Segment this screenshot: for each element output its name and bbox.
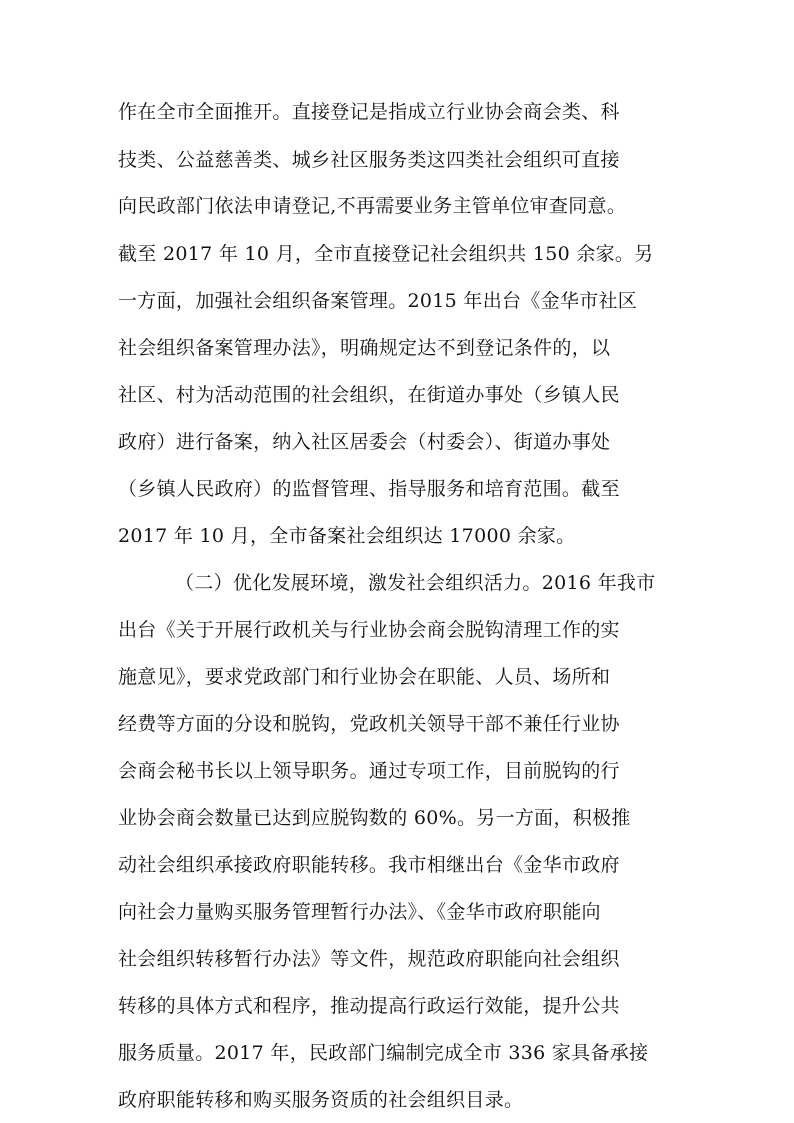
paragraph-line: 一方面，加强社会组织备案管理。2015 年出台《金华市社区 bbox=[118, 290, 638, 312]
paragraph-line: 会商会秘书长以上领导职务。通过专项工作，目前脱钩的行 bbox=[118, 760, 620, 782]
paragraph-line: 服务质量。2017 年，民政部门编制完成全市 336 家具备承接 bbox=[118, 1042, 649, 1064]
paragraph-line: 转移的具体方式和程序，推动提高行政运行效能，提升公共 bbox=[118, 995, 620, 1017]
paragraph-line: 向民政部门依法申请登记,不再需要业务主管单位审查同意。 bbox=[118, 195, 627, 217]
paragraph-line: 社会组织备案管理办法》，明确规定达不到登记条件的，以 bbox=[118, 337, 611, 359]
paragraph-line: （乡镇人民政府）的监督管理、指导服务和培育范围。截至 bbox=[118, 478, 620, 500]
paragraph-line: 作在全市全面推开。直接登记是指成立行业协会商会类、科 bbox=[118, 101, 620, 123]
paragraph-line: 技类、公益慈善类、城乡社区服务类这四类社会组织可直接 bbox=[118, 149, 620, 171]
paragraph-line: 2017 年 10 月，全市备案社会组织达 17000 余家。 bbox=[118, 525, 576, 547]
section-heading-line: （二）优化发展环境，激发社会组织活力。2016 年我市 bbox=[175, 572, 656, 594]
paragraph-line: 经费等方面的分设和脱钩，党政机关领导干部不兼任行业协 bbox=[118, 713, 620, 735]
paragraph-line: 出台《关于开展行政机关与行业协会商会脱钩清理工作的实 bbox=[118, 619, 620, 641]
paragraph-line: 社会组织转移暂行办法》等文件，规范政府职能向社会组织 bbox=[118, 948, 620, 970]
paragraph-line: 向社会力量购买服务管理暂行办法》、《金华市政府职能向 bbox=[118, 901, 601, 923]
paragraph-line: 截至 2017 年 10 月，全市直接登记社会组织共 150 余家。另 bbox=[118, 243, 654, 265]
paragraph-line: 政府职能转移和购买服务资质的社会组织目录。 bbox=[118, 1089, 524, 1111]
paragraph-line: 社区、村为活动范围的社会组织，在街道办事处（乡镇人民 bbox=[118, 384, 620, 406]
paragraph-line: 政府）进行备案，纳入社区居委会（村委会）、街道办事处 bbox=[118, 431, 611, 453]
paragraph-line: 业协会商会数量已达到应脱钩数的 60%。另一方面，积极推 bbox=[118, 807, 631, 829]
paragraph-line: 施意见》，要求党政部门和行业协会在职能、人员、场所和 bbox=[118, 666, 611, 688]
paragraph-line: 动社会组织承接政府职能转移。我市相继出台《金华市政府 bbox=[118, 854, 620, 876]
